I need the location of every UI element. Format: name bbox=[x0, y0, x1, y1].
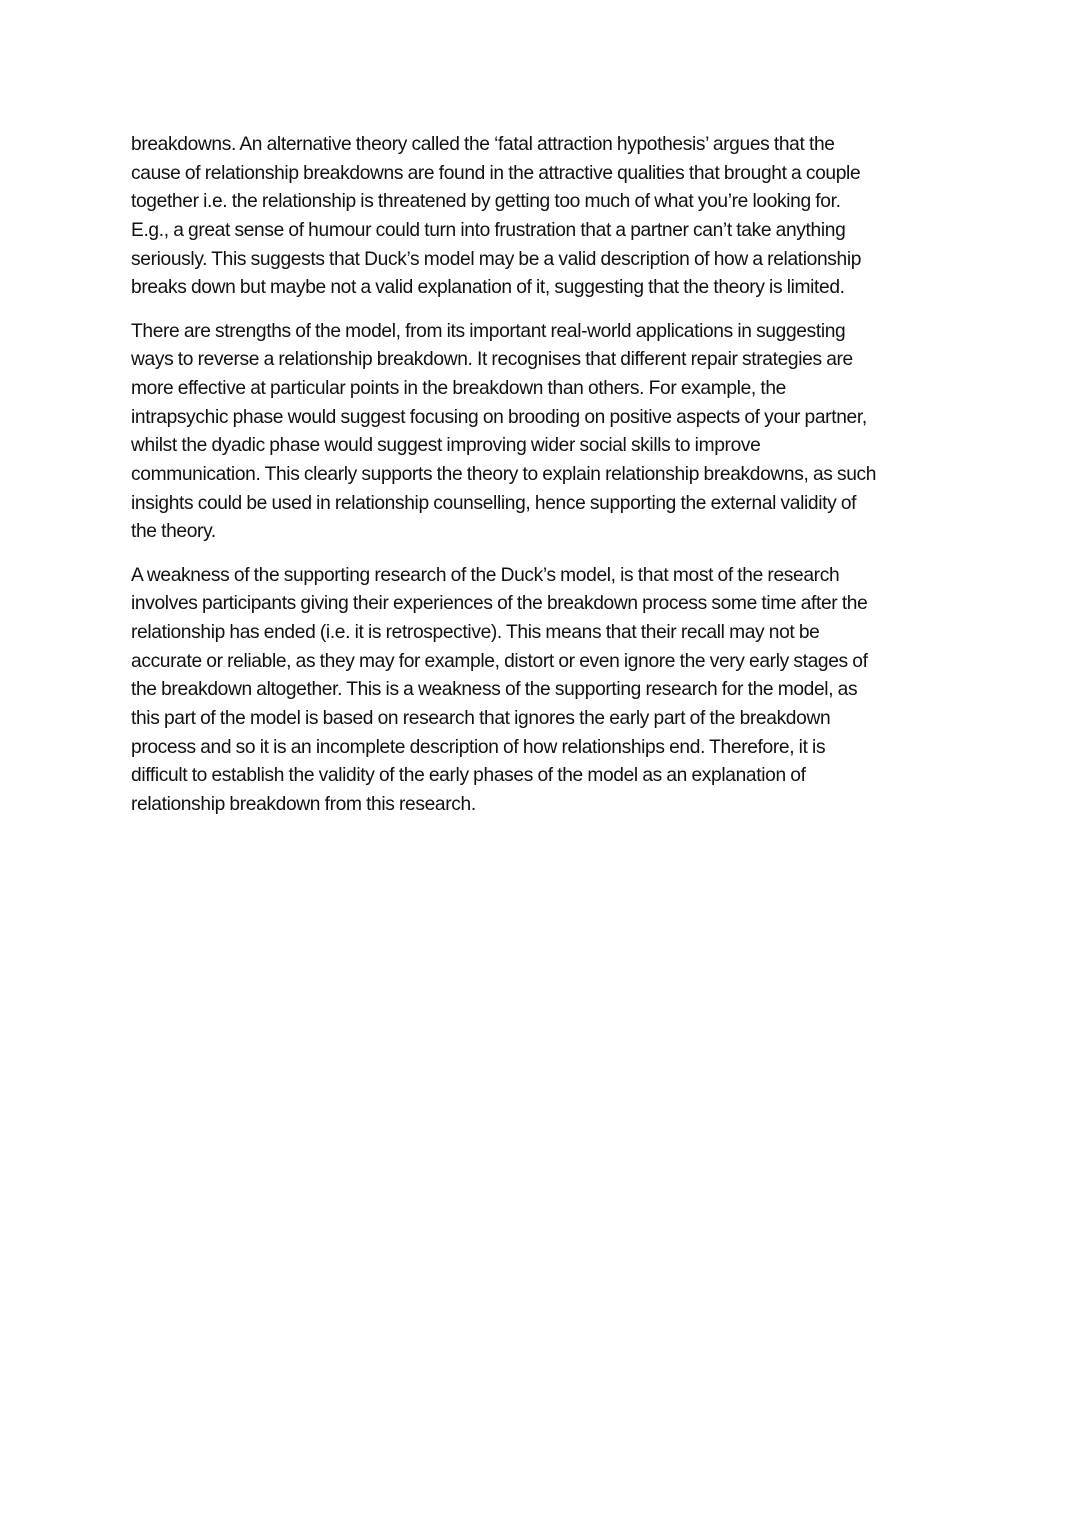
paragraph-fatal-attraction bbox=[131, 131, 961, 303]
document-page bbox=[131, 131, 961, 834]
text-line: this part of the model is based on research that ignores the early part of the breakdown bbox=[131, 708, 831, 730]
text-line: relationship has ended (i.e. it is retrospective). This means that their recall may not be bbox=[131, 622, 820, 643]
text-line: involves participants giving their experiences of the breakdown process some time after the bbox=[131, 593, 868, 615]
paragraph-weakness bbox=[131, 562, 961, 820]
text-line: breaks down but maybe not a valid explanation of it, suggesting that the theory is limited. bbox=[131, 277, 845, 299]
text-line: relationship breakdown from this research. bbox=[131, 794, 476, 816]
text-line: cause of relationship breakdowns are found in the attractive qualities that brought a couple bbox=[131, 162, 861, 184]
text-line: the breakdown altogether. This is a weakness of the supporting research for the model, as bbox=[131, 679, 858, 701]
text-line: There are strengths of the model, from its important real-world applications in suggesting bbox=[131, 320, 846, 342]
text-line: insights could be used in relationship counselling, hence supporting the external validity of bbox=[131, 492, 857, 514]
text-line: seriously. This suggests that Duck’s model may be a valid description of how a relationship bbox=[131, 248, 862, 270]
paragraph-strengths bbox=[131, 318, 961, 548]
text-line: breakdowns. An alternative theory called the ‘fatal attraction hypothesis’ argues that the bbox=[131, 134, 835, 155]
text-line: E.g., a great sense of humour could turn into frustration that a partner can’t take anything bbox=[131, 220, 846, 242]
text-line: process and so it is an incomplete description of how relationships end. Therefore, it is bbox=[131, 736, 826, 758]
text-line: together i.e. the relationship is threatened by getting too much of what you’re looking for. bbox=[131, 191, 841, 213]
text-line: accurate or reliable, as they may for example, distort or even ignore the very early stages of bbox=[131, 650, 868, 672]
text-line: ways to reverse a relationship breakdown. It recognises that different repair strategies are bbox=[131, 349, 853, 371]
text-line: the theory. bbox=[131, 521, 216, 543]
text-line: A weakness of the supporting research of the Duck’s model, is that most of the research bbox=[131, 564, 840, 586]
text-line: more effective at particular points in the breakdown than others. For example, the bbox=[131, 378, 787, 399]
text-line: difficult to establish the validity of the early phases of the model as an explanation of bbox=[131, 765, 806, 787]
text-line: intrapsychic phase would suggest focusing on brooding on positive aspects of your partner, bbox=[131, 406, 867, 428]
text-line: whilst the dyadic phase would suggest improving wider social skills to improve bbox=[131, 435, 761, 457]
text-line: communication. This clearly supports the theory to explain relationship breakdowns, as such bbox=[131, 464, 877, 486]
